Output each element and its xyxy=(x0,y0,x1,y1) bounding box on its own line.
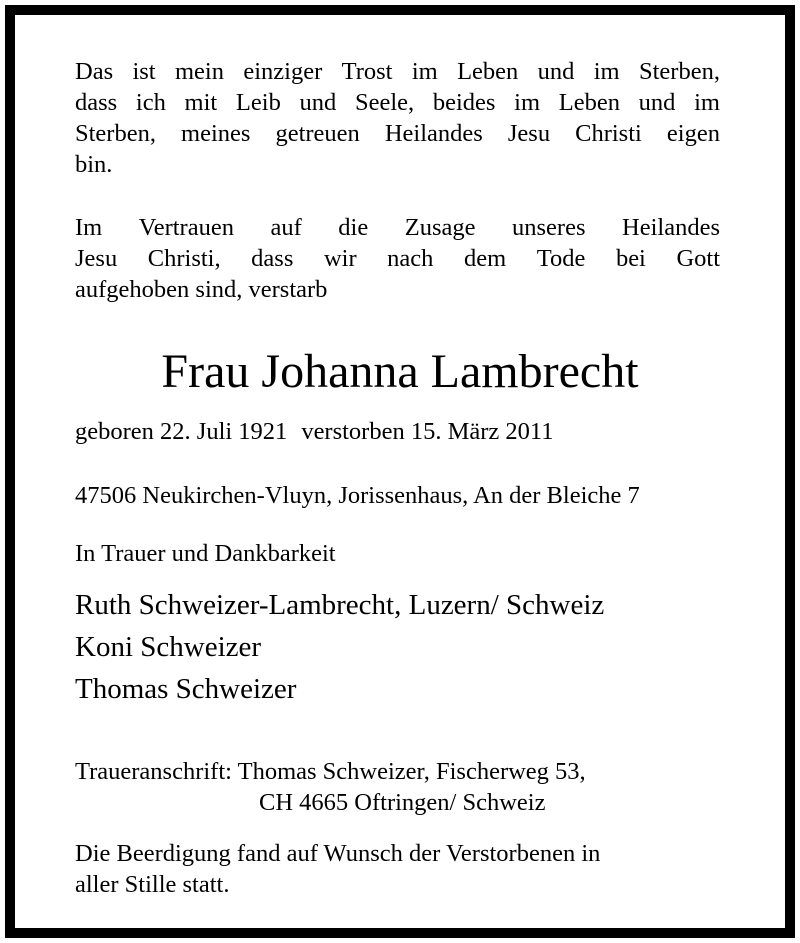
word: aufgehoben sind, verstarb xyxy=(75,276,328,303)
word: auf xyxy=(270,214,302,241)
mourning-address xyxy=(75,756,720,818)
word: Jesu xyxy=(75,245,118,272)
word: mit xyxy=(184,89,218,116)
funeral-note-line1: Die Beerdigung fand auf Wunsch der Verstorbenen in xyxy=(75,840,601,867)
life-dates xyxy=(75,416,720,447)
word: und xyxy=(638,89,676,116)
word: im xyxy=(694,89,720,116)
trost-line xyxy=(75,87,720,118)
word: und xyxy=(299,89,337,116)
word: dass xyxy=(251,245,294,272)
word: Christi, xyxy=(147,245,221,272)
mourning-intro: In Trauer und Dankbarkeit xyxy=(75,540,336,567)
word: dem xyxy=(463,245,507,272)
word: Tode xyxy=(536,245,586,272)
funeral-note xyxy=(75,838,720,900)
word: nach xyxy=(387,245,434,272)
vertrauen-line xyxy=(75,274,720,305)
word: Im xyxy=(75,214,103,241)
residence-address: 47506 Neukirchen-Vluyn, Jorissenhaus, An der Bleiche 7 xyxy=(75,482,640,509)
trost-line xyxy=(75,56,720,87)
word: Gott xyxy=(676,245,720,272)
vertrauen-line xyxy=(75,212,720,243)
word: Vertrauen xyxy=(138,214,234,241)
mourning-address-line2: CH 4665 Oftringen/ Schweiz xyxy=(259,789,546,816)
word: Leben xyxy=(457,58,519,85)
word: meines xyxy=(181,120,251,147)
word: Sterben, xyxy=(75,120,156,147)
birth-date: geboren 22. Juli 1921 xyxy=(75,418,288,445)
vertrauen-paragraph xyxy=(75,212,720,305)
word: getreuen xyxy=(275,120,360,147)
word: Jesu xyxy=(507,120,551,147)
word: eigen xyxy=(666,120,720,147)
word: bin. xyxy=(75,151,113,178)
word: im xyxy=(593,58,620,85)
word: Das xyxy=(75,58,114,85)
word: Zusage xyxy=(404,214,476,241)
mourner-name: Ruth Schweizer-Lambrecht, Luzern/ Schweiz xyxy=(75,589,605,621)
word: Sterben, xyxy=(638,58,720,85)
word: Trost xyxy=(341,58,393,85)
funeral-note-line2: aller Stille statt. xyxy=(75,871,230,898)
word: Seele, xyxy=(354,89,415,116)
deceased-name: Frau Johanna Lambrecht xyxy=(161,345,639,398)
word: im xyxy=(411,58,438,85)
word: Leib xyxy=(235,89,281,116)
trost-line xyxy=(75,118,720,149)
word: dass xyxy=(75,89,118,116)
word: unseres xyxy=(512,214,586,241)
trost-line xyxy=(75,149,720,180)
death-date: verstorben 15. März 2011 xyxy=(301,418,554,445)
mourner-name: Koni Schweizer xyxy=(75,631,262,663)
mourner-name: Thomas Schweizer xyxy=(75,673,297,705)
word: mein xyxy=(174,58,224,85)
word: Heilandes xyxy=(622,214,720,241)
mourning-address-line1: Traueranschrift: Thomas Schweizer, Fischerweg 53, xyxy=(75,758,586,785)
word: im xyxy=(514,89,541,116)
word: Christi xyxy=(575,120,642,147)
word: einziger xyxy=(243,58,323,85)
word: die xyxy=(338,214,369,241)
word: ist xyxy=(132,58,156,85)
mourners-list xyxy=(75,584,720,710)
vertrauen-line xyxy=(75,243,720,274)
word: Heilandes xyxy=(384,120,483,147)
word: bei xyxy=(615,245,646,272)
word: ich xyxy=(135,89,166,116)
word: beides xyxy=(432,89,496,116)
word: wir xyxy=(323,245,357,272)
trost-paragraph xyxy=(75,56,720,180)
word: Leben xyxy=(558,89,620,116)
word: und xyxy=(537,58,575,85)
